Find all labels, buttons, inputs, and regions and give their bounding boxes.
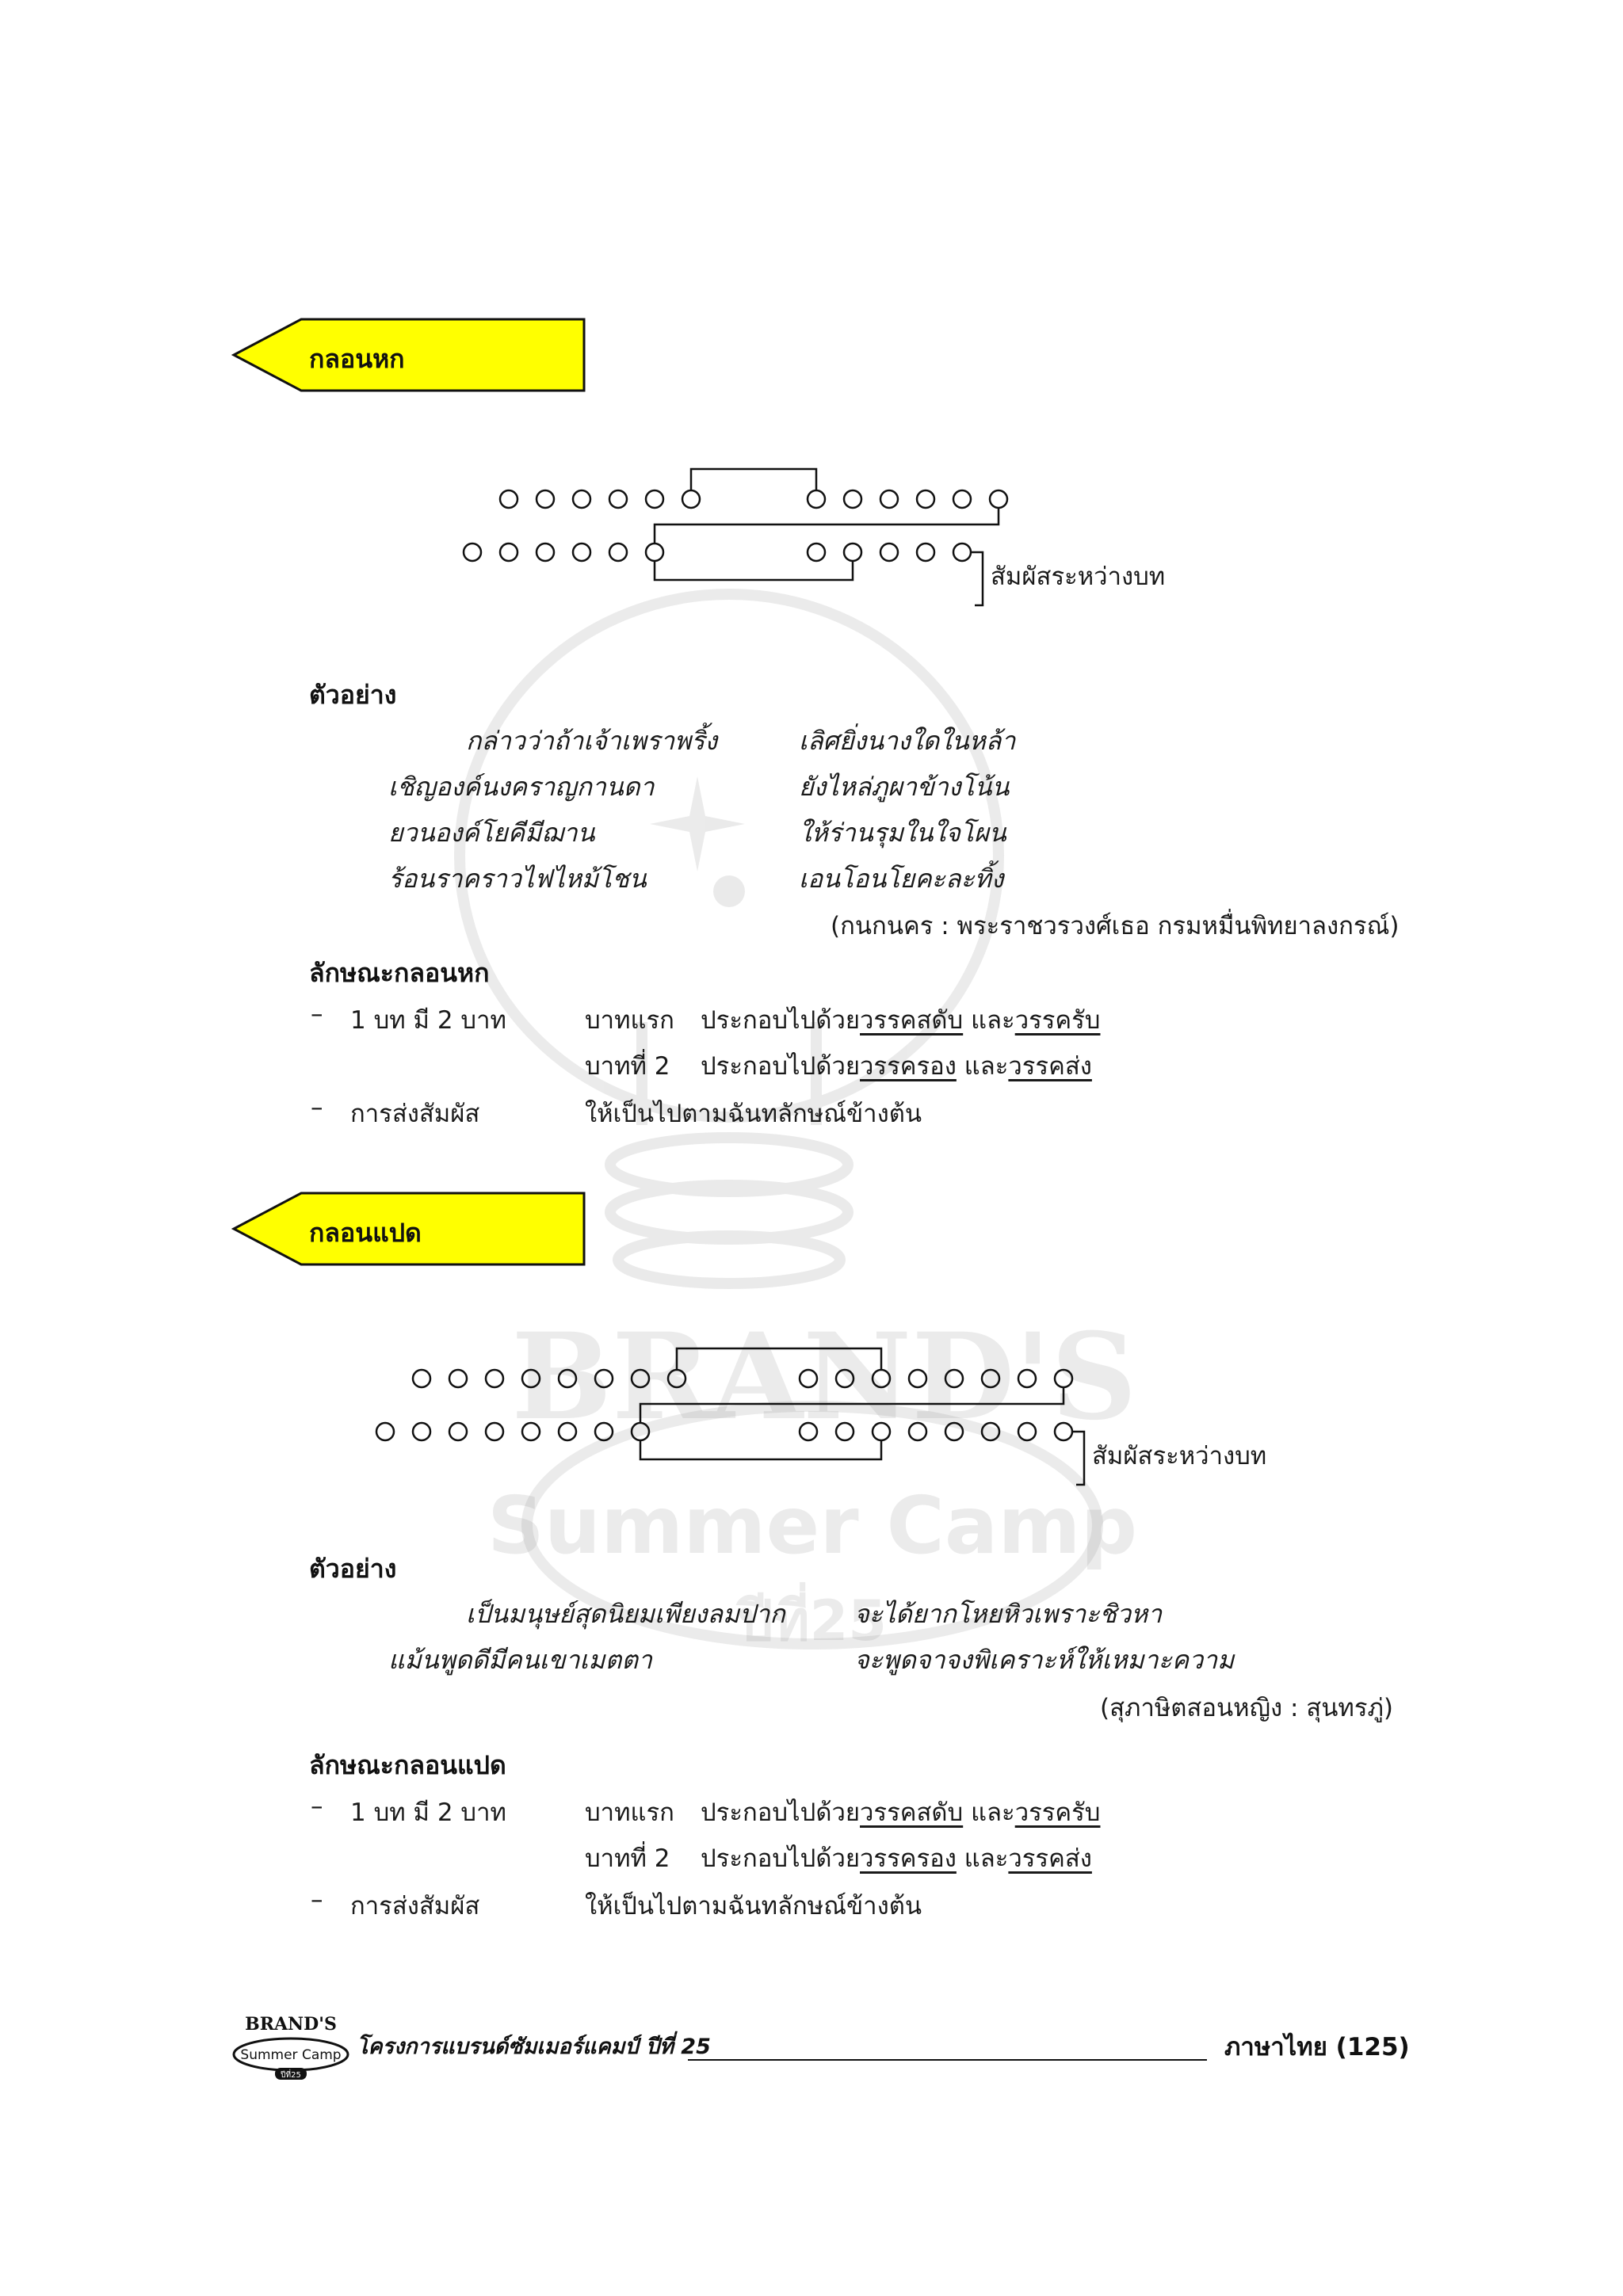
poem-line-2-b: จะพูดจาจงพิเคราะห์ให้เหมาะความ — [854, 1645, 1235, 1675]
feature-bat1-label: บาทแรก — [585, 1006, 674, 1035]
term-sadap: วรรคสดับ — [860, 1798, 964, 1827]
rhyme-link — [971, 552, 983, 605]
syllable-circle — [1055, 1423, 1072, 1440]
syllable-circle — [449, 1423, 467, 1440]
feature-prefix: ประกอบไปด้วย — [701, 1798, 861, 1827]
syllable-circle — [953, 543, 971, 561]
syllable-circle — [464, 543, 481, 561]
syllable-circle — [945, 1423, 963, 1440]
diagram-note: สัมผัสระหว่างบท — [1092, 1442, 1267, 1470]
syllable-circle — [953, 490, 971, 508]
syllable-circle — [1055, 1370, 1072, 1387]
syllable-circle — [609, 543, 627, 561]
poem-line-2-a: เชิญองค์นงคราญกานดา — [388, 772, 655, 802]
syllable-circle — [413, 1423, 430, 1440]
term-song: วรรคส่ง — [1008, 1844, 1092, 1873]
syllable-circle — [1018, 1423, 1036, 1440]
syllable-circle — [500, 490, 517, 508]
logo-brand-text: BRAND'S — [245, 2014, 337, 2035]
syllable-circle — [982, 1423, 999, 1440]
syllable-circle — [632, 1370, 649, 1387]
syllable-circle — [990, 490, 1007, 508]
syllable-circle — [909, 1423, 926, 1440]
yellow-arrow-tag-shape — [231, 317, 588, 393]
footer-project-name: โครงการแบรนด์ซัมเมอร์แคมป์ ปีที่ 25 — [357, 2035, 711, 2059]
syllable-circle — [486, 1423, 503, 1440]
syllable-circle — [559, 1423, 576, 1440]
syllable-circle — [1018, 1370, 1036, 1387]
syllable-circle — [982, 1370, 999, 1387]
footer-subject-page: ภาษาไทย (125) — [1224, 2033, 1410, 2061]
feature-stanza-count: 1 บท มี 2 บาท — [350, 1006, 506, 1035]
poem-line-4-b: เอนโอนโยคะละทิ้ง — [799, 864, 1004, 894]
term-rong: วรรครอง — [860, 1052, 957, 1081]
watermark-edition: ปีที่25 — [738, 1589, 887, 1653]
feature-rhyme-label: การส่งสัมผัส — [350, 1100, 480, 1128]
rhyme-link — [677, 1348, 881, 1370]
syllable-circle — [449, 1370, 467, 1387]
syllable-circle — [844, 543, 861, 561]
syllable-circle — [880, 543, 898, 561]
feature-bat2-desc — [701, 1046, 1092, 1085]
feature-prefix: ประกอบไปด้วย — [701, 1052, 861, 1081]
syllable-circle — [917, 543, 934, 561]
feature-dash: – — [311, 1000, 323, 1028]
syllable-circle — [413, 1370, 430, 1387]
syllable-circle — [573, 490, 590, 508]
logo-camp-text: Summer Camp — [240, 2047, 342, 2063]
term-rong: วรรครอง — [860, 1844, 957, 1873]
syllable-circle — [682, 490, 700, 508]
syllable-circle — [880, 490, 898, 508]
summer-camp-logo — [231, 2011, 350, 2082]
syllable-circle — [537, 543, 554, 561]
feature-bat1-desc — [701, 1000, 1100, 1039]
poem-line-3-b: ให้ร่านรุมในใจโผน — [799, 818, 1006, 848]
feature-dash: – — [311, 1792, 323, 1821]
term-rap: วรรครับ — [1014, 1006, 1101, 1035]
feature-prefix: ประกอบไปด้วย — [701, 1006, 861, 1035]
rhyme-link — [691, 469, 816, 490]
feature-bat2-desc — [701, 1838, 1092, 1878]
syllable-circle — [917, 490, 934, 508]
syllable-circle — [646, 543, 663, 561]
syllable-circle — [873, 1370, 890, 1387]
feature-bat2-label: บาทที่ 2 — [585, 1844, 670, 1873]
rhyme-diagram-paet — [365, 1331, 1109, 1489]
term-sadap: วรรคสดับ — [860, 1006, 964, 1035]
feature-bat2-label: บาทที่ 2 — [585, 1052, 670, 1081]
watermark-camp: Summer Camp — [487, 1479, 1138, 1572]
poem-line-1-b: จะได้ยากโหยหิวเพราะชิวหา — [854, 1599, 1163, 1629]
syllable-circle — [800, 1370, 817, 1387]
features-heading: ลักษณะกลอนหก — [309, 958, 490, 988]
rhyme-link — [655, 561, 853, 580]
feature-dash: – — [311, 1093, 323, 1122]
syllable-circle — [595, 1423, 613, 1440]
rhyme-link — [1072, 1432, 1084, 1485]
poem-line-2-b: ยังไหล่ภูผาข้างโน้น — [799, 772, 1010, 802]
rhyme-link — [640, 1440, 881, 1459]
rhyme-diagram-hok — [444, 452, 1014, 610]
syllable-circle — [836, 1370, 854, 1387]
poem-source: (กนกนคร : พระราชวรวงศ์เธอ กรมหมื่นพิทยาลงกรณ์) — [831, 912, 1400, 940]
syllable-circle — [486, 1370, 503, 1387]
poem-line-1-b: เลิศยิ่งนางใดในหล้า — [799, 726, 1016, 756]
poem-line-1-a: กล่าวว่าถ้าเจ้าเพราพริ้ง — [466, 726, 717, 756]
poem-source: (สุภาษิตสอนหญิง : สุนทรภู่) — [1100, 1694, 1394, 1722]
poem-line-1-a: เป็นมนุษย์สุดนิยมเพียงลมปาก — [466, 1599, 785, 1629]
syllable-circle — [646, 490, 663, 508]
term-song: วรรคส่ง — [1008, 1052, 1092, 1081]
feature-and: และ — [964, 1844, 1009, 1873]
feature-prefix: ประกอบไปด้วย — [701, 1844, 861, 1873]
syllable-circle — [909, 1370, 926, 1387]
logo-edition-text: ปีที่25 — [281, 2071, 301, 2080]
syllable-circle — [522, 1423, 540, 1440]
syllable-circle — [595, 1370, 613, 1387]
watermark-brand: BRAND'S — [511, 1307, 1137, 1447]
syllable-circle — [873, 1423, 890, 1440]
term-rap: วรรครับ — [1014, 1798, 1101, 1827]
feature-and: และ — [971, 1006, 1015, 1035]
feature-rhyme-label: การส่งสัมผัส — [350, 1892, 480, 1920]
syllable-circle — [808, 490, 825, 508]
syllable-circle — [500, 543, 517, 561]
poem-line-2-a: แม้นพูดดีมีคนเขาเมตตา — [388, 1645, 652, 1675]
syllable-circle — [376, 1423, 394, 1440]
feature-dash: – — [311, 1886, 323, 1914]
footer-rule — [688, 2059, 1207, 2061]
feature-and: และ — [971, 1798, 1015, 1827]
feature-stanza-count: 1 บท มี 2 บาท — [350, 1798, 506, 1827]
syllable-circle — [836, 1423, 854, 1440]
feature-bat1-desc — [701, 1792, 1100, 1832]
rhyme-link — [655, 508, 999, 543]
feature-rhyme-text: ให้เป็นไปตามฉันทลักษณ์ข้างต้น — [585, 1100, 922, 1128]
diagram-note: สัมผัสระหว่างบท — [991, 563, 1166, 591]
feature-rhyme-text: ให้เป็นไปตามฉันทลักษณ์ข้างต้น — [585, 1892, 922, 1920]
syllable-circle — [559, 1370, 576, 1387]
example-heading: ตัวอย่าง — [309, 1554, 397, 1584]
poem-line-4-a: ร้อนราคราวไฟไหม้โชน — [388, 864, 647, 894]
rhyme-link — [640, 1387, 1064, 1423]
section-tag-label: กลอนแปด — [309, 1218, 422, 1248]
syllable-circle — [632, 1423, 649, 1440]
syllable-circle — [808, 543, 825, 561]
syllable-circle — [609, 490, 627, 508]
section-tag-label: กลอนหก — [309, 344, 405, 374]
syllable-circle — [844, 490, 861, 508]
section-tag-paet — [231, 1191, 588, 1267]
feature-and: และ — [964, 1052, 1009, 1081]
syllable-circle — [537, 490, 554, 508]
syllable-circle — [800, 1423, 817, 1440]
features-heading: ลักษณะกลอนแปด — [309, 1750, 506, 1780]
example-heading: ตัวอย่าง — [309, 680, 397, 710]
syllable-circle — [573, 543, 590, 561]
syllable-circle — [522, 1370, 540, 1387]
feature-bat1-label: บาทแรก — [585, 1798, 674, 1827]
poem-line-3-a: ยวนองค์โยคีมีฌาน — [388, 818, 595, 848]
syllable-circle — [668, 1370, 685, 1387]
section-tag-hok — [231, 317, 588, 393]
syllable-circle — [945, 1370, 963, 1387]
